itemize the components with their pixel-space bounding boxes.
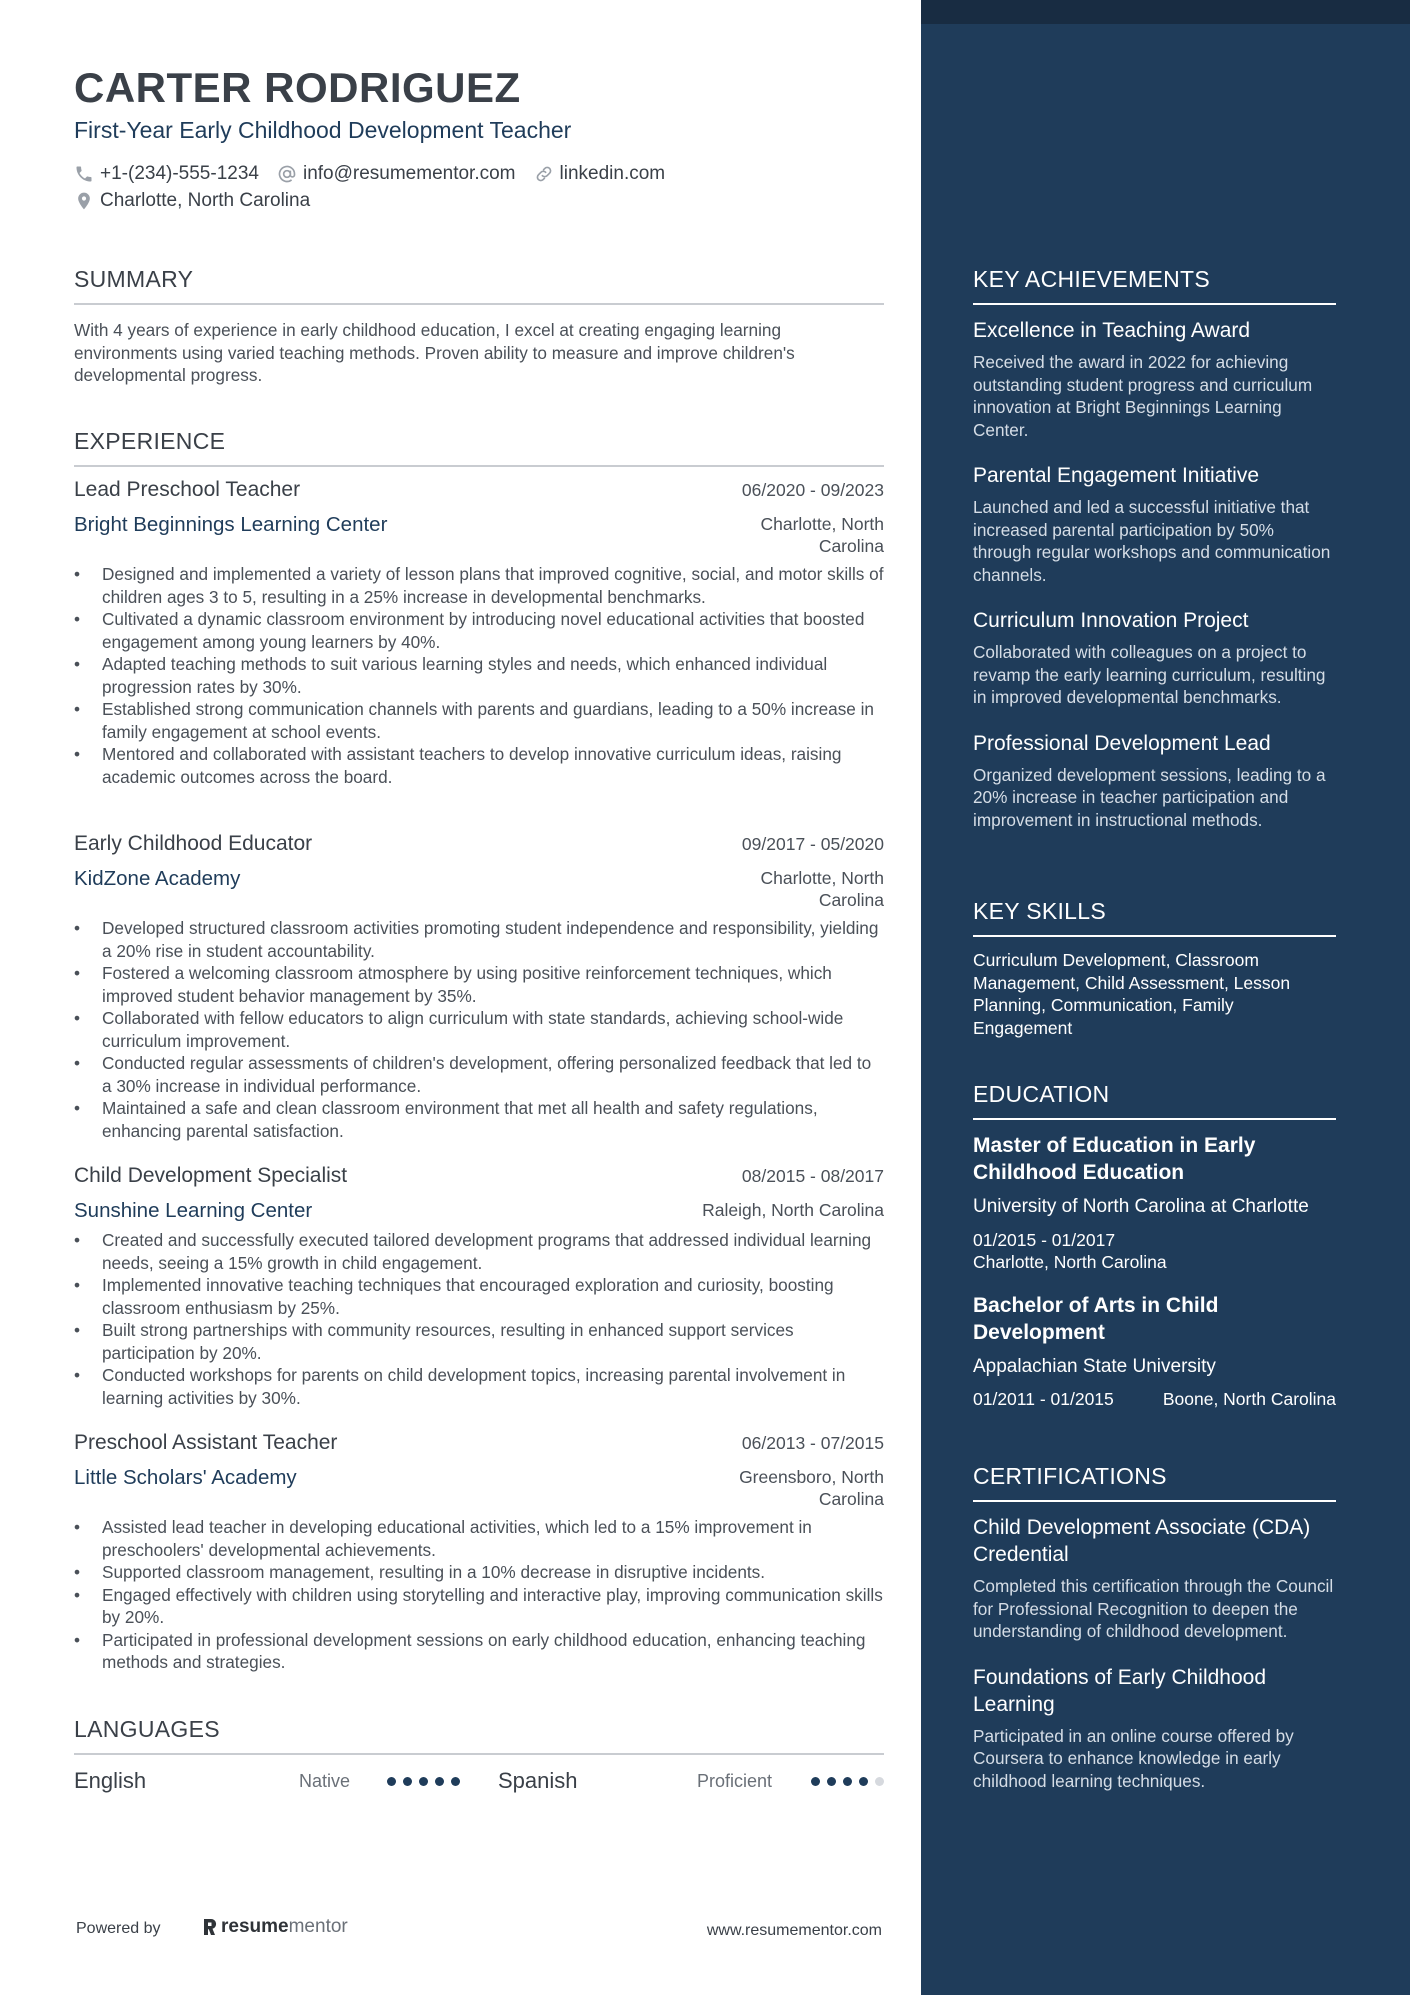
- rating-dots: [387, 1777, 467, 1786]
- language-level-wrap: [299, 1766, 350, 1796]
- contact-phone: [74, 163, 259, 185]
- bullet-item: • Created and successfully executed tailored development programs that addressed individual learning needs, seeing a 15% growth in child engagement.: [74, 1229, 884, 1274]
- location-text: Charlotte, North Carolina: [100, 190, 311, 211]
- certification-item: [973, 1514, 1336, 1643]
- achievement-item: [973, 730, 1336, 832]
- job-entry: [74, 1431, 884, 1674]
- language-level: Native: [299, 1770, 351, 1791]
- education-dates: 01/2015 - 01/2017: [973, 1229, 1116, 1250]
- experience-heading: EXPERIENCE: [74, 428, 884, 467]
- job-location: Greensboro, North Carolina: [739, 1467, 884, 1509]
- certification-item: [973, 1664, 1336, 1793]
- job-company: Little Scholars' Academy: [74, 1466, 297, 1489]
- sidebar-top-bar: [921, 0, 1410, 24]
- job-dates: 06/2013 - 07/2015: [741, 1433, 884, 1453]
- certifications-section: [973, 1463, 1336, 1792]
- footer: [76, 1916, 882, 1946]
- education-degree: Bachelor of Arts in Child Development: [973, 1293, 1219, 1344]
- achievements-heading: KEY ACHIEVEMENTS: [973, 266, 1336, 305]
- job-location: Charlotte, North Carolina: [760, 514, 884, 556]
- education-meta: [973, 1388, 1336, 1411]
- logo-mark-icon: [200, 1917, 218, 1937]
- job-role: Early Childhood Educator: [74, 832, 313, 855]
- rating-dot-filled: [387, 1777, 396, 1786]
- summary-section: [74, 266, 884, 387]
- job-bullets: [74, 1229, 884, 1409]
- job-location: Charlotte, North Carolina: [760, 868, 884, 910]
- achievement-desc: Received the award in 2022 for achieving outstanding student progress and curriculum innovation at Bright Beginnings Learning Center.: [973, 352, 1313, 440]
- sidebar: [921, 0, 1410, 1995]
- certification-title: Foundations of Early Childhood Learning: [973, 1665, 1267, 1716]
- job-role: Lead Preschool Teacher: [74, 478, 301, 501]
- bullet-item: • Built strong partnerships with community resources, resulting in enhanced support services participation by 20%.: [74, 1319, 884, 1364]
- certification-title: Child Development Associate (CDA) Credential: [973, 1516, 1311, 1566]
- language-level: Proficient: [697, 1770, 773, 1791]
- achievement-desc: Collaborated with colleagues on a project to revamp the early learning curriculum, resulting in improved developmental benchmarks.: [973, 642, 1326, 707]
- job-entry: [74, 832, 884, 1142]
- job-role: Child Development Specialist: [74, 1164, 348, 1187]
- achievement-item: [973, 317, 1336, 441]
- skills-text: Curriculum Development, Classroom Management, Child Assessment, Lesson Planning, Communication, Family Engagement: [973, 950, 1291, 1038]
- linkedin-text: linkedin.com: [559, 163, 666, 184]
- job-company: Bright Beginnings Learning Center: [74, 513, 388, 536]
- education-heading: EDUCATION: [973, 1081, 1336, 1120]
- rating-dot-filled: [403, 1777, 412, 1786]
- rating-dot-filled: [435, 1777, 444, 1786]
- bullet-item: • Assisted lead teacher in developing educational activities, which led to a 15% improvement in preschoolers' developmental achievements.: [74, 1516, 884, 1561]
- bullet-item: • Engaged effectively with children using storytelling and interactive play, improving communication skills by 20%.: [74, 1584, 884, 1629]
- certifications-heading: CERTIFICATIONS: [973, 1463, 1336, 1502]
- bullet-item: • Conducted regular assessments of children's development, offering personalized feedback that led to a 30% increase in individual performance.: [74, 1052, 884, 1097]
- bullet-item: • Collaborated with fellow educators to align curriculum with state standards, achieving school-wide curriculum improvement.: [74, 1007, 884, 1052]
- achievement-title: Professional Development Lead: [973, 731, 1271, 755]
- link-icon: [534, 164, 554, 184]
- bullet-item: • Adapted teaching methods to suit various learning styles and needs, which enhanced individual progression rates by 30%.: [74, 653, 884, 698]
- bullet-item: • Maintained a safe and clean classroom environment that met all health and safety regulations, enhancing parental satisfaction.: [74, 1097, 884, 1142]
- skills-section: [973, 898, 1336, 1039]
- achievement-desc: Launched and led a successful initiative that increased parental participation by 50% through regular workshops and communication channels.: [973, 497, 1331, 585]
- contact-email[interactable]: [277, 163, 516, 185]
- rating-dot-filled: [859, 1777, 868, 1786]
- bullet-item: • Implemented innovative teaching techniques that encouraged exploration and curiosity, boosting classroom enthusiasm by 25%.: [74, 1274, 884, 1319]
- language-name: English: [74, 1768, 147, 1793]
- bullet-item: • Fostered a welcoming classroom atmosphere by using positive reinforcement techniques, which improved student behavior management by 35%.: [74, 962, 884, 1007]
- rating-dot-filled: [451, 1777, 460, 1786]
- resumementor-logo[interactable]: [200, 1916, 348, 1938]
- skills-heading: KEY SKILLS: [973, 898, 1336, 937]
- phone-icon: [74, 164, 94, 184]
- education-section: [973, 1081, 1336, 1411]
- education-location: Charlotte, North Carolina: [973, 1252, 1167, 1272]
- job-bullets: [74, 917, 884, 1142]
- language-name: Spanish: [498, 1768, 578, 1793]
- certification-desc: Participated in an online course offered by Coursera to enhance knowledge in early childhood learning techniques.: [973, 1725, 1294, 1791]
- email-text: info@resumementor.com: [302, 163, 516, 184]
- achievement-item: [973, 607, 1336, 709]
- achievement-title: Curriculum Innovation Project: [973, 609, 1249, 632]
- rating-dot-empty: [875, 1777, 884, 1786]
- experience-section: [74, 428, 884, 467]
- bullet-item: • Cultivated a dynamic classroom environment by introducing novel educational activities that boosted engagement among young learners by 40%.: [74, 608, 884, 653]
- job-entry: [74, 1164, 884, 1409]
- education-item: [973, 1132, 1336, 1274]
- rating-dot-filled: [827, 1777, 836, 1786]
- at-icon: [277, 164, 297, 184]
- achievement-item: [973, 462, 1336, 586]
- bullet-item: • Supported classroom management, resulting in a 10% decrease in disruptive incidents.: [74, 1561, 884, 1584]
- languages-heading: LANGUAGES: [74, 1716, 884, 1755]
- education-school: University of North Carolina at Charlotte: [973, 1196, 1309, 1217]
- bullet-item: • Designed and implemented a variety of lesson plans that improved cognitive, social, and motor skills of children ages 3 to 5, resulting in a 25% increase in developmental benchmarks.: [74, 563, 884, 608]
- rating-dot-filled: [843, 1777, 852, 1786]
- bullet-item: • Developed structured classroom activities promoting student independence and responsibility, yielding a 20% rise in student accountability.: [74, 917, 884, 962]
- achievement-title: Excellence in Teaching Award: [973, 319, 1251, 342]
- phone-text: +1-(234)-555-1234: [100, 163, 259, 184]
- education-dates: 01/2011 - 01/2015: [973, 1389, 1114, 1409]
- job-dates: 08/2015 - 08/2017: [741, 1166, 884, 1186]
- summary-text: With 4 years of experience in early childhood education, I excel at creating engaging learning environments using varied teaching methods. Proven ability to measure and improve children's developmental progress.: [74, 320, 795, 385]
- achievement-title: Parental Engagement Initiative: [973, 464, 1260, 487]
- job-company: KidZone Academy: [74, 867, 241, 890]
- job-location: Raleigh, North Carolina: [702, 1200, 884, 1220]
- candidate-name: CARTER RODRIGUEZ: [74, 64, 521, 111]
- job-entry: [74, 478, 884, 788]
- powered-by-text: Powered by: [76, 1920, 161, 1937]
- language-level-wrap: [697, 1766, 772, 1796]
- bullet-item: • Participated in professional development sessions on early childhood education, enhancing teaching methods and strategies.: [74, 1629, 884, 1674]
- education-item: [973, 1292, 1336, 1411]
- candidate-title: First-Year Early Childhood Development Teacher: [74, 117, 572, 143]
- contact-linkedin[interactable]: [534, 163, 666, 185]
- website-link[interactable]: www.resumementor.com: [706, 1922, 882, 1939]
- rating-dot-filled: [419, 1777, 428, 1786]
- logo-text-light: mentor: [288, 1916, 348, 1937]
- job-dates: 06/2020 - 09/2023: [741, 480, 884, 500]
- language-dots: [811, 1766, 891, 1796]
- education-location: Boone, North Carolina: [1162, 1389, 1336, 1409]
- language-item: [498, 1766, 578, 1796]
- job-bullets: [74, 563, 884, 788]
- language-dots: [387, 1766, 467, 1796]
- language-item: [74, 1766, 146, 1796]
- location-pin-icon: [74, 191, 94, 211]
- bullet-item: • Mentored and collaborated with assistant teachers to develop innovative curriculum ideas, raising academic outcomes across the board.: [74, 743, 884, 788]
- education-degree: Master of Education in Early Childhood Education: [973, 1134, 1256, 1184]
- contact-info: [74, 161, 874, 215]
- achievements-section: [973, 266, 1336, 831]
- rating-dots: [811, 1777, 891, 1786]
- logo-text-bold: resume: [221, 1916, 289, 1937]
- contact-location: [74, 190, 310, 212]
- achievement-desc: Organized development sessions, leading to a 20% increase in teacher participation and improvement in instructional methods.: [973, 764, 1326, 830]
- summary-heading: SUMMARY: [74, 266, 884, 305]
- education-school: Appalachian State University: [973, 1355, 1216, 1377]
- rating-dot-filled: [811, 1777, 820, 1786]
- certification-desc: Completed this certification through the Council for Professional Recognition to deepen the understanding of childhood development.: [973, 1576, 1334, 1641]
- languages-section: [74, 1716, 884, 1755]
- job-dates: 09/2017 - 05/2020: [741, 834, 884, 854]
- job-role: Preschool Assistant Teacher: [74, 1431, 338, 1454]
- job-company: Sunshine Learning Center: [74, 1199, 313, 1222]
- languages-row: [74, 1766, 884, 1796]
- bullet-item: • Established strong communication channels with parents and guardians, leading to a 50% increase in family engagement at school events.: [74, 698, 884, 743]
- bullet-item: • Conducted workshops for parents on child development topics, increasing parental involvement in learning activities by 30%.: [74, 1364, 884, 1409]
- job-bullets: [74, 1516, 884, 1674]
